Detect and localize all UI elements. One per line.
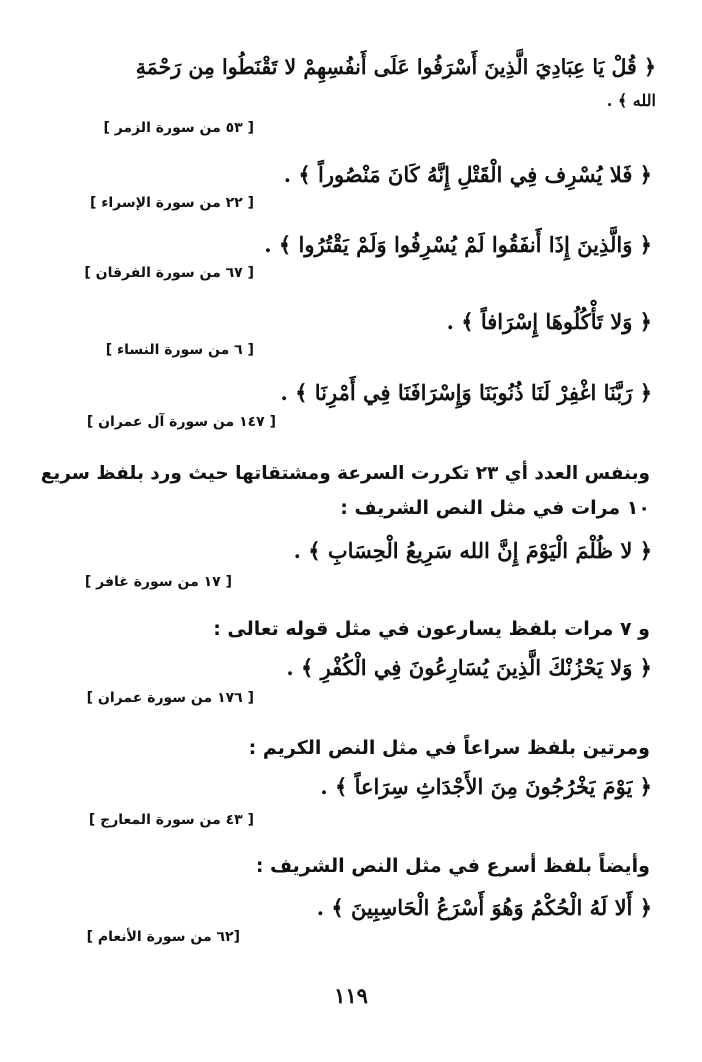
quran-verse: ﴿ يَوْمَ يَخْرُجُونَ مِنَ الأَجْدَاثِ سِرَاعاً ﴾ . — [320, 774, 652, 799]
quran-verse: ﴿ وَلا تَأْكُلُوهَا إِسْرَافاً ﴾ . — [446, 309, 652, 334]
quran-verse-continuation: الله ﴾ . — [606, 91, 656, 110]
surah-reference: [ ٦ من سورة النساء ] — [105, 342, 254, 358]
quran-verse: ﴿ فَلا يُسْرِف فِي الْقَتْلِ إِنَّهُ كَانَ مَنْصُوراً ﴾ . — [283, 162, 652, 187]
surah-reference: [ ٦٧ من سورة الفرقان ] — [84, 265, 254, 281]
paragraph-line: ١٠ مرات في مثل النص الشريف : — [340, 497, 650, 519]
surah-reference: [ ١٤٧ من سورة آل عمران ] — [86, 414, 276, 430]
quran-verse: ﴿ رَبَّنَا اغْفِرْ لَنَا ذُنُوبَنَا وَإِسْرَافَنَا فِي أَمْرِنَا ﴾ . — [280, 380, 652, 405]
quran-verse: ﴿ أَلا لَهُ الْحُكْمُ وَهُوَ أَسْرَعُ الْحَاسِبِينَ ﴾ . — [316, 895, 652, 920]
surah-reference: [ ٤٣ من سورة المعارج ] — [88, 812, 254, 828]
surah-reference: [ ١٧ من سورة غافر ] — [84, 574, 232, 590]
surah-reference: [ ٥٣ من سورة الزمر ] — [103, 120, 254, 136]
quran-verse: ﴿ وَلا يَحْزُنْكَ الَّذِينَ يُسَارِعُونَ فِي الْكُفْرِ ﴾ . — [286, 655, 652, 680]
surah-reference: [ ١٧٦ من سورة عمران ] — [86, 690, 254, 706]
surah-reference: [٦٢ من سورة الأنعام ] — [86, 929, 240, 945]
page-number: ١١٩ — [334, 983, 368, 1008]
quran-verse: ﴿ وَالَّذِينَ إِذَا أَنفَقُوا لَمْ يُسْرِفُوا وَلَمْ يَقْتُرُوا ﴾ . — [264, 232, 652, 257]
surah-reference: [ ٢٢ من سورة الإسراء ] — [89, 195, 254, 211]
paragraph-line: وأيضاً بلفظ أسرع في مثل النص الشريف : — [255, 855, 650, 877]
paragraph-line: و ٧ مرات بلفظ يسارعون في مثل قوله تعالى : — [213, 618, 650, 640]
quran-verse: ﴿ لا ظُلْمَ الْيَوْمَ إِنَّ الله سَرِيعُ الْحِسَابِ ﴾ . — [293, 538, 652, 563]
paragraph-line: ومرتين بلفظ سراعاً في مثل النص الكريم : — [248, 737, 650, 759]
paragraph-line: وبنفس العدد أي ٢٣ تكررت السرعة ومشتقاتها حيث ورد بلفظ سريع — [40, 463, 650, 484]
quran-verse: ﴿ قُلْ يَا عِبَادِيَ الَّذِينَ أَسْرَفُوا عَلَى أَنفُسِهِمْ لا تَقْنَطُوا مِن رَحْمَةِ — [135, 55, 656, 79]
